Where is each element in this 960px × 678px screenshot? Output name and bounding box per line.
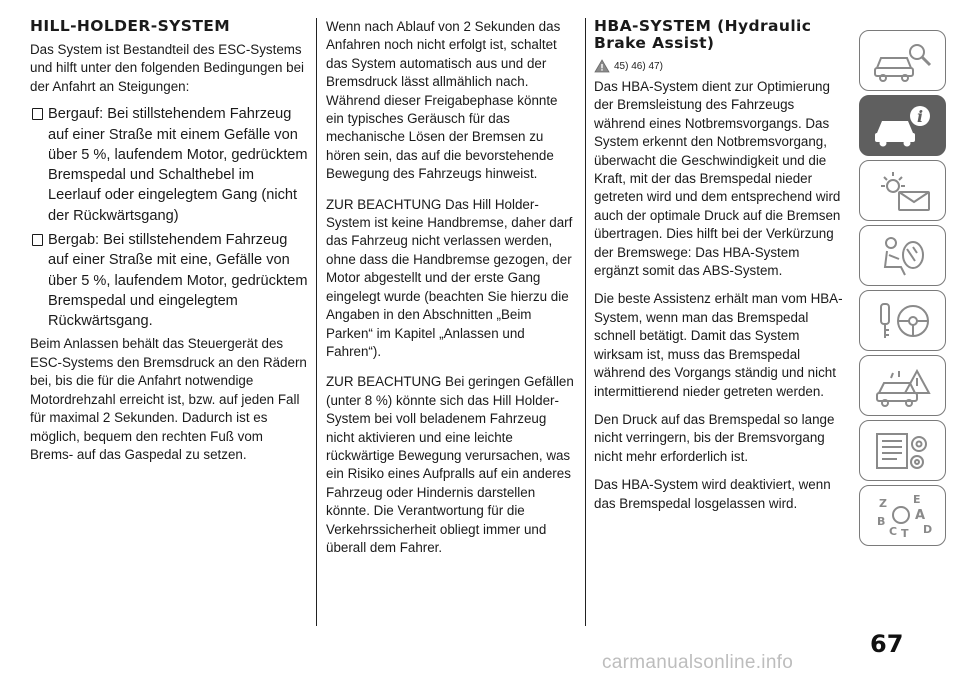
tab-index[interactable] xyxy=(859,485,946,546)
tab-airbag[interactable] xyxy=(859,225,946,286)
index-letter: B xyxy=(876,514,885,528)
svg-text:i: i xyxy=(916,106,923,126)
hba-paragraph: Das HBA-System wird deaktiviert, wenn das Bremspedal losgelassen wird. xyxy=(594,477,831,511)
hba-paragraph: Die beste Assistenz erhält man vom HBA-System, wenn man das Bremspedal schnell betätigt. Damit das System wirksam ist, muss das Bremspedal während des Vorgangs ständig und nicht intermittierend nieder getreten werden. xyxy=(594,291,843,399)
tab-maintenance[interactable] xyxy=(859,420,946,481)
tab-vehicle-knowledge[interactable] xyxy=(859,30,946,91)
index-letter: C xyxy=(888,524,897,538)
airbag-seat-icon xyxy=(871,233,935,279)
bullet-text: Bergab: Bei stillstehendem Fahrzeug auf einer Straße mit eine, Gefälle von über 5 %, laufendem Motor, gedrücktem Bremspedal und eingelegtem Rückwärtsgang. xyxy=(48,232,308,330)
key-steering-wheel-icon xyxy=(871,298,935,344)
tab-emergency[interactable] xyxy=(859,355,946,416)
column-hill-holder-continued xyxy=(326,18,576,557)
bullet-text: Bergauf: Bei stillstehendem Fahrzeug auf einer Straße mit einem Gefälle von über 5 %, laufendem Motor, gedrücktem Bremspedal und Schalthebel im Leerlauf oder eingelegtem Gang (nicht der Rückwärtsgang) xyxy=(48,106,308,224)
index-letter: T xyxy=(900,526,909,539)
note-low-gradient: ZUR BEACHTUNG Bei geringen Gefällen (unter 8 %) könnte sich das Hill Holder-System bei voll beladenem Fahrzeug nicht aktivieren und eine leichte rückwärtige Bewegung verursachen, was ein Risiko eines Aufpralls auf ein anderes Fahrzeug oder Hindernis darstellen könnte. Die Verantwortung für die Verkehrssicherheit obliegt immer und überall dem Fahrer. xyxy=(326,374,574,555)
section-heading-hba: HBA-SYSTEM (Hydraulic Brake Assist) xyxy=(594,17,812,52)
checkbox-bullet-icon xyxy=(32,108,43,120)
tab-starting-driving[interactable] xyxy=(859,290,946,351)
warning-lights-icon xyxy=(871,168,935,214)
chapter-tabs xyxy=(859,30,946,550)
column-hba xyxy=(594,18,846,513)
release-paragraph: Wenn nach Ablauf von 2 Sekunden das Anfahren noch nicht erfolgt ist, schaltet das System automatisch aus und der Bremsdruck lässt allmählich nach. Während dieser Freigabephase könnte ein typisches Geräusch für das mechanische Lösen der Bremsen zu hören sein, das auf die bevorstehende Bewegung des Fahrzeugs hinweist. xyxy=(326,19,561,182)
hba-paragraph: Den Druck auf das Bremspedal so lange nicht verringern, bis der Bremsvorgang nicht mehr erforderlich ist. xyxy=(594,411,835,464)
alphabetical-index-icon xyxy=(871,493,935,539)
index-letter: Z xyxy=(878,496,887,510)
hba-paragraph: Das HBA-System dient zur Optimierung der Bremsleistung des Fahrzeugs während eines Notbremsvorgangs. Das System erkennt den Notbremsvorgang, überwacht die Geschwindigkeit und die Kraft, mit der das Bremspedal nieder getreten wird und dem entsprechend wird auch der optimale Druck auf die Bremsen übertragen. Dies hilft bei der Verkürzung der Bremswege: Das HBA-System ergänzt somit das ABS-System. xyxy=(594,79,841,279)
bullet-item xyxy=(30,104,308,226)
index-letter: A xyxy=(914,507,925,523)
intro-paragraph: Das System ist Bestandteil des ESC-Systems und hilft unter den folgenden Bedingungen bei der Anfahrt an Steigungen: xyxy=(30,42,304,94)
index-letter: D xyxy=(922,522,932,536)
watermark: carmanualsonline.info xyxy=(602,652,794,673)
page-number: 67 xyxy=(870,630,904,658)
warning-references xyxy=(594,58,846,74)
section-heading-hill-holder: HILL-HOLDER-SYSTEM xyxy=(30,17,231,35)
note-handbrake: ZUR BEACHTUNG Das Hill Holder-System ist keine Handbremse, daher darf das Fahrzeug nicht verlassen werden, ohne dass die Handbremse gezogen, der Motor abgestellt und der erste Gang eingelegt wurde (beachten Sie hierzu die Angaben in den Abschnitten „Beim Parken“ im Kapitel „Anlassen und Fahren“). xyxy=(326,196,573,359)
checkbox-bullet-icon xyxy=(32,234,43,246)
maintenance-list-icon xyxy=(871,428,935,474)
outro-paragraph: Beim Anlassen behält das Steuergerät des ESC-Systems den Bremsdruck an den Rädern bei, bis die für die Anfahrt notwendige Motordrehzahl erreicht ist, bzw. auf jeden Fall für maximal 2 Sekunden. Dadurch ist es möglich, bequem den rechten Fuß vom Brems- auf das Gaspedal zu setzen. xyxy=(30,336,307,462)
reference-numbers: 45) 46) 47) xyxy=(614,60,663,72)
tab-warning-lights[interactable] xyxy=(859,160,946,221)
bullet-item xyxy=(30,230,308,331)
column-divider xyxy=(585,18,586,626)
car-breakdown-icon xyxy=(871,363,935,409)
car-search-icon xyxy=(871,38,935,84)
column-divider xyxy=(316,18,317,626)
car-info-icon xyxy=(871,103,935,149)
warning-triangle-icon xyxy=(594,59,610,73)
tab-safety[interactable] xyxy=(859,95,946,156)
column-hill-holder xyxy=(30,18,308,464)
index-letter: E xyxy=(912,492,921,506)
